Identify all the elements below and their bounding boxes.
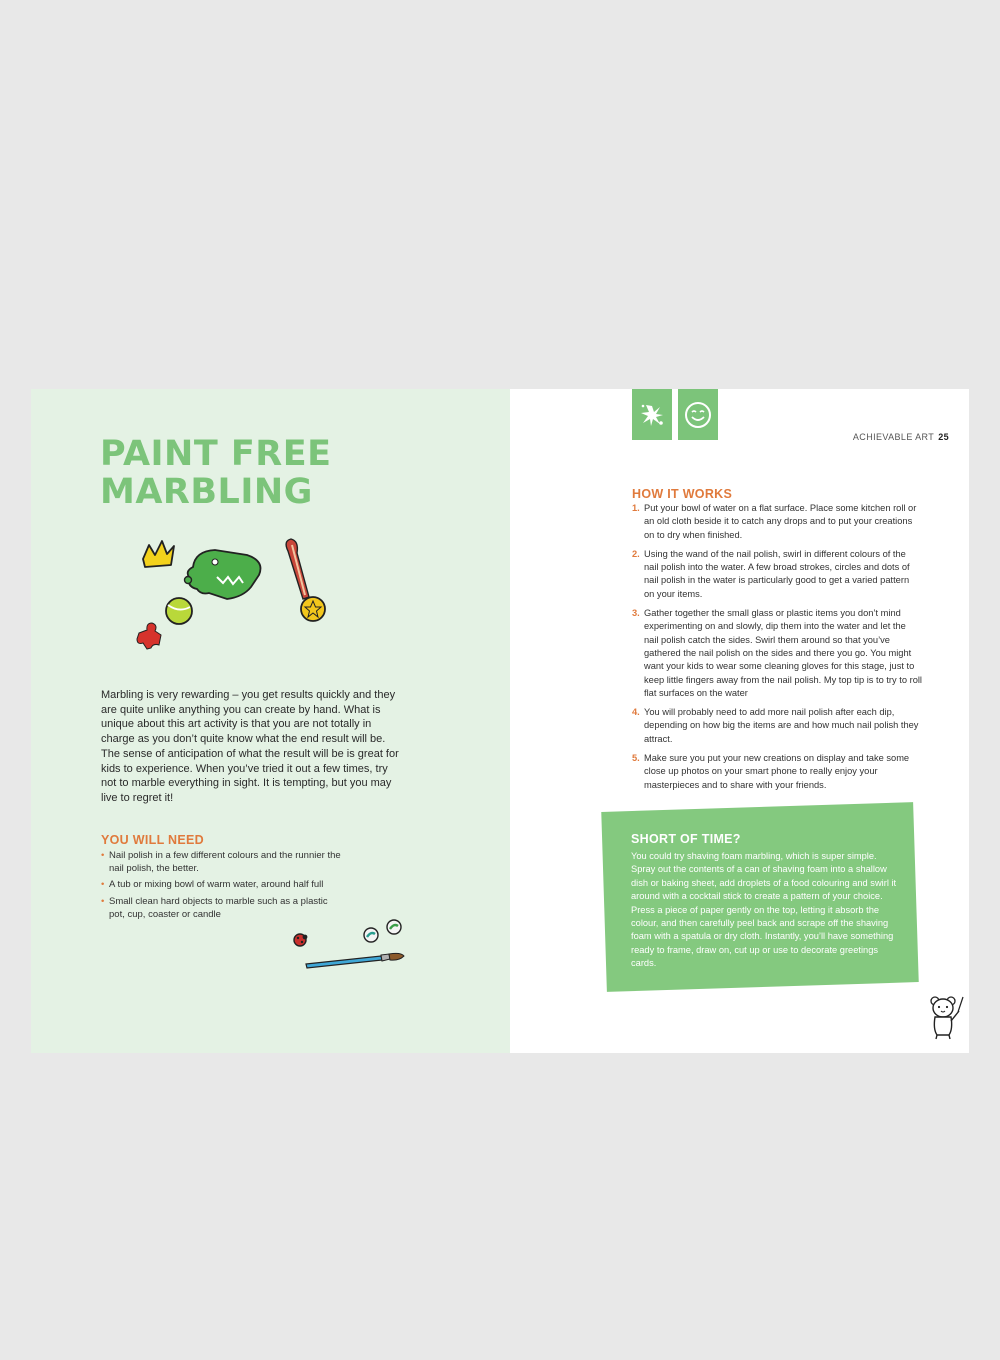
book-spread [31,389,969,1053]
page-title [100,435,332,511]
list-item: • Small clean hard objects to marble such as a plastic pot, cup, coaster or candle [101,895,341,921]
crown-icon [143,541,174,567]
step-item [632,502,922,542]
step-item [632,752,922,792]
step-text: You will probably need to add more nail polish after each dip, depending on how big the items are and how much nail polish they attract. [644,707,919,744]
medal-icon [286,539,325,621]
craft-objects-illustration [131,537,341,667]
list-item: • Nail polish in a few different colours and the runnier the nail polish, the better. [101,849,341,875]
section-label: ACHIEVABLE ART [852,432,935,442]
intro-paragraph: Marbling is very rewarding – you get results quickly and they are quite unlike anything you can create by hand. What is unique about this art activity is that you are not totally in charge as you don’t quite know what the end result will be. The sense of anticipation of what the result will be is great for kids to experience. When you’ve tried it out a few times, try not to marble everything in sight. It is tempting, but you may live to regret it! [101,689,399,804]
left-page [31,389,510,1053]
splat-icon-box [632,389,672,440]
steps-list [632,502,922,798]
how-it-works-heading: HOW IT WORKS [632,487,733,501]
running-header [853,432,949,442]
title-line-1: PAINT FREE [100,434,332,474]
step-item [632,548,922,601]
step-number: 3. [632,608,640,619]
step-text: Make sure you put your new creations on display and take some close up photos on your smart phone to really enjoy your masterpieces and to share with your friends. [644,753,910,790]
bear-icon [925,991,965,1041]
step-item [632,607,922,700]
dinosaur-icon [185,550,261,599]
smiley-icon-box [678,389,718,440]
puzzle-piece-icon [137,623,161,649]
step-number: 4. [632,707,640,718]
short-of-time-heading: SHORT OF TIME? [631,832,741,846]
splat-icon [638,401,666,429]
step-text: Using the wand of the nail polish, swirl in different colours of the nail polish into the water. A few broad strokes, circles and dots of nail polish in the water is particularly good to get a varied pattern on your items. [644,548,910,599]
step-number: 2. [632,548,640,559]
step-number: 5. [632,753,640,764]
ladybird-icon [294,934,307,946]
smiley-icon [683,400,713,430]
you-will-need-heading: YOU WILL NEED [101,833,204,847]
step-item [632,706,922,746]
step-number: 1. [632,503,640,513]
marbles-icon [364,920,401,942]
paintbrush-icon [306,953,404,968]
tennis-ball-icon [166,598,192,624]
title-line-2: MARBLING [100,472,313,512]
page-number: 25 [938,432,949,442]
right-page [510,389,969,1053]
materials-list [101,849,341,924]
step-text: Put your bowl of water on a flat surface. Place some kitchen roll or an old cloth beside it to catch any drops and to put your creations on to dry when finished. [644,503,917,540]
step-text: Gather together the small glass or plastic items you don’t mind experimenting on and slowly, dip them into the water and let the nail polish catch the sides. Swirl them around so that you’ve gathered the nail polish on the sides and there you go. You might want your kids to wear some cleaning gloves for this stage, just to keep little fingers away from the nail polish. My top tip is to try to roll flat surfaces on the water [644,608,922,698]
art-supplies-illustration [291,916,411,971]
list-item: • A tub or mixing bowl of warm water, around half full [101,878,341,891]
short-of-time-text: You could try shaving foam marbling, which is super simple. Spray out the contents of a can of shaving foam into a shallow dish or baking sheet, add droplets of a food colouring and swirl it around with a cocktail stick to create a pattern of your choice. Press a piece of paper gently on the top, letting it absorb the colour, and then carefully peel back and scrape off the shaving foam with a spatula or dry cloth. Instantly, you’ll have something ready to frame, draw on, cut up or use to decorate greetings cards. [631,851,897,969]
